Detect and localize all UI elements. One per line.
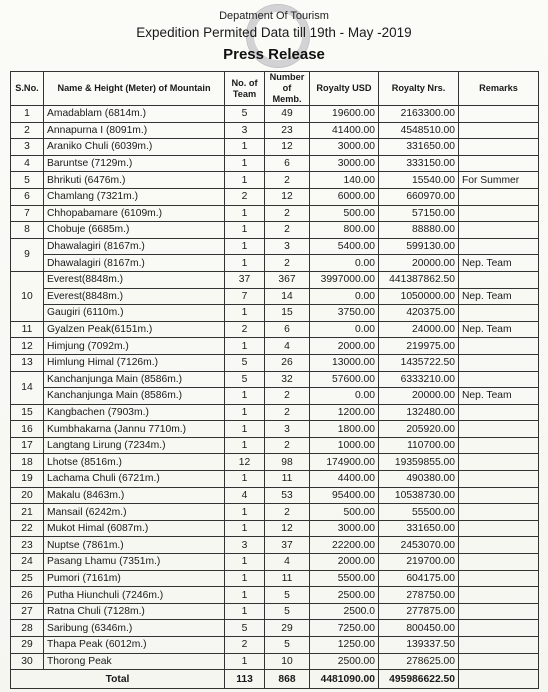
cell-sno: 24	[11, 554, 44, 571]
cell-royalty-nrs: 420375.00	[379, 305, 459, 322]
cell-mountain: Langtang Lirung (7234m.)	[44, 437, 225, 454]
cell-royalty-nrs: 20000.00	[379, 388, 459, 405]
cell-sno: 2	[11, 122, 44, 139]
cell-members: 2	[265, 388, 310, 405]
cell-teams: 2	[225, 321, 265, 338]
cell-royalty-usd: 0.00	[310, 255, 379, 272]
cell-teams: 1	[225, 172, 265, 189]
cell-royalty-usd: 3000.00	[310, 139, 379, 156]
col-header-nrs: Royalty Nrs.	[379, 72, 459, 106]
cell-royalty-usd: 2500.0	[310, 603, 379, 620]
cell-members: 98	[265, 454, 310, 471]
cell-mountain: Thorong Peak	[44, 653, 225, 670]
cell-mountain: Pasang Lhamu (7351m.)	[44, 554, 225, 571]
cell-royalty-usd: 0.00	[310, 288, 379, 305]
cell-members: 2	[265, 404, 310, 421]
cell-royalty-usd: 5500.00	[310, 570, 379, 587]
cell-members: 12	[265, 139, 310, 156]
cell-teams: 1	[225, 504, 265, 521]
cell-royalty-usd: 2000.00	[310, 338, 379, 355]
cell-mountain: Makalu (8463m.)	[44, 487, 225, 504]
cell-sno: 29	[11, 637, 44, 654]
cell-remarks	[459, 570, 539, 587]
cell-teams: 37	[225, 271, 265, 288]
cell-mountain: Annapurna I (8091m.)	[44, 122, 225, 139]
table-row	[11, 587, 539, 604]
cell-members: 5	[265, 637, 310, 654]
cell-royalty-usd: 19600.00	[310, 106, 379, 123]
cell-mountain: Araniko Chuli (6039m.)	[44, 139, 225, 156]
cell-remarks	[459, 471, 539, 488]
table-row	[11, 222, 539, 239]
cell-royalty-nrs: 490380.00	[379, 471, 459, 488]
cell-royalty-nrs: 10538730.00	[379, 487, 459, 504]
cell-mountain: Thapa Peak (6012m.)	[44, 637, 225, 654]
cell-royalty-nrs: 55500.00	[379, 504, 459, 521]
cell-members: 3	[265, 421, 310, 438]
cell-remarks	[459, 653, 539, 670]
cell-remarks	[459, 404, 539, 421]
cell-remarks	[459, 122, 539, 139]
cell-royalty-usd: 3997000.00	[310, 271, 379, 288]
cell-teams: 2	[225, 188, 265, 205]
cell-remarks: Nep. Team	[459, 321, 539, 338]
cell-royalty-usd: 3000.00	[310, 520, 379, 537]
cell-teams: 1	[225, 305, 265, 322]
cell-mountain: Kumbhakarna (Jannu 7710m.)	[44, 421, 225, 438]
table-row	[11, 139, 539, 156]
cell-members: 4	[265, 338, 310, 355]
cell-royalty-usd: 4400.00	[310, 471, 379, 488]
cell-royalty-nrs: 110700.00	[379, 437, 459, 454]
cell-teams: 1	[225, 437, 265, 454]
table-row	[11, 637, 539, 654]
cell-members: 6	[265, 155, 310, 172]
cell-remarks	[459, 338, 539, 355]
cell-royalty-nrs: 139337.50	[379, 637, 459, 654]
cell-remarks	[459, 155, 539, 172]
table-row	[11, 305, 539, 322]
table-row	[11, 288, 539, 305]
cell-teams: 1	[225, 554, 265, 571]
cell-members: 2	[265, 205, 310, 222]
cell-royalty-usd: 3750.00	[310, 305, 379, 322]
table-row	[11, 454, 539, 471]
cell-sno: 23	[11, 537, 44, 554]
cell-sno: 10	[11, 271, 44, 321]
cell-sno: 25	[11, 570, 44, 587]
cell-sno: 7	[11, 205, 44, 222]
cell-teams: 1	[225, 388, 265, 405]
table-row	[11, 487, 539, 504]
cell-remarks	[459, 520, 539, 537]
cell-royalty-nrs: 132480.00	[379, 404, 459, 421]
table-row	[11, 371, 539, 388]
table-row	[11, 504, 539, 521]
table-row	[11, 205, 539, 222]
col-header-sno: S.No.	[11, 72, 44, 106]
cell-royalty-usd: 1200.00	[310, 404, 379, 421]
cell-mountain: Himjung (7092m.)	[44, 338, 225, 355]
cell-members: 11	[265, 471, 310, 488]
cell-mountain: Putha Hiunchuli (7246m.)	[44, 587, 225, 604]
cell-members: 367	[265, 271, 310, 288]
cell-royalty-nrs: 219700.00	[379, 554, 459, 571]
cell-mountain: Chamlang (7321m.)	[44, 188, 225, 205]
cell-royalty-nrs: 1435722.50	[379, 354, 459, 371]
cell-mountain: Kanchanjunga Main (8586m.)	[44, 371, 225, 388]
cell-remarks	[459, 637, 539, 654]
cell-remarks: Nep. Team	[459, 288, 539, 305]
cell-teams: 1	[225, 603, 265, 620]
cell-royalty-nrs: 800450.00	[379, 620, 459, 637]
cell-members: 2	[265, 172, 310, 189]
cell-sno: 16	[11, 421, 44, 438]
cell-remarks	[459, 139, 539, 156]
cell-members: 2	[265, 437, 310, 454]
cell-teams: 7	[225, 288, 265, 305]
cell-remarks: Nep. Team	[459, 388, 539, 405]
cell-remarks	[459, 603, 539, 620]
cell-royalty-nrs: 278625.00	[379, 653, 459, 670]
cell-royalty-nrs: 278750.00	[379, 587, 459, 604]
cell-mountain: Mansail (6242m.)	[44, 504, 225, 521]
cell-remarks	[459, 554, 539, 571]
table-row	[11, 537, 539, 554]
col-header-remarks: Remarks	[459, 72, 539, 106]
cell-royalty-nrs: 57150.00	[379, 205, 459, 222]
cell-mountain: Everest(8848m.)	[44, 271, 225, 288]
table-row	[11, 653, 539, 670]
table-row	[11, 338, 539, 355]
cell-teams: 3	[225, 537, 265, 554]
cell-remarks	[459, 305, 539, 322]
cell-royalty-usd: 7250.00	[310, 620, 379, 637]
cell-members: 5	[265, 603, 310, 620]
col-header-teams: No. of Team	[225, 72, 265, 106]
cell-teams: 1	[225, 570, 265, 587]
cell-members: 14	[265, 288, 310, 305]
table-row	[11, 554, 539, 571]
cell-sno: 30	[11, 653, 44, 670]
cell-remarks	[459, 421, 539, 438]
cell-royalty-nrs: 19359855.00	[379, 454, 459, 471]
cell-members: 10	[265, 653, 310, 670]
cell-mountain: Lhotse (8516m.)	[44, 454, 225, 471]
cell-remarks	[459, 437, 539, 454]
cell-members: 11	[265, 570, 310, 587]
cell-mountain: Ratna Chuli (7128m.)	[44, 603, 225, 620]
table-row	[11, 437, 539, 454]
cell-sno: 26	[11, 587, 44, 604]
cell-sno: 27	[11, 603, 44, 620]
cell-teams: 1	[225, 238, 265, 255]
cell-teams: 12	[225, 454, 265, 471]
table-row	[11, 188, 539, 205]
cell-royalty-nrs: 277875.00	[379, 603, 459, 620]
department-name: Depatment Of Tourism	[219, 10, 329, 22]
cell-teams: 1	[225, 471, 265, 488]
cell-royalty-usd: 0.00	[310, 321, 379, 338]
cell-royalty-usd: 41400.00	[310, 122, 379, 139]
cell-royalty-nrs: 15540.00	[379, 172, 459, 189]
cell-sno: 19	[11, 471, 44, 488]
cell-royalty-nrs: 2163300.00	[379, 106, 459, 123]
cell-sno: 21	[11, 504, 44, 521]
cell-remarks: Nep. Team	[459, 255, 539, 272]
cell-mountain: Dhawalagiri (8167m.)	[44, 255, 225, 272]
cell-members: 37	[265, 537, 310, 554]
cell-teams: 5	[225, 371, 265, 388]
table-row	[11, 603, 539, 620]
cell-royalty-usd: 95400.00	[310, 487, 379, 504]
total-teams: 113	[225, 670, 265, 689]
cell-royalty-nrs: 6333210.00	[379, 371, 459, 388]
col-header-mountain: Name & Height (Meter) of Mountain	[44, 72, 225, 106]
cell-mountain: Himlung Himal (7126m.)	[44, 354, 225, 371]
cell-sno: 17	[11, 437, 44, 454]
cell-sno: 6	[11, 188, 44, 205]
table-row	[11, 388, 539, 405]
table-row	[11, 106, 539, 123]
total-label: Total	[11, 670, 225, 689]
cell-mountain: Baruntse (7129m.)	[44, 155, 225, 172]
cell-royalty-nrs: 604175.00	[379, 570, 459, 587]
cell-members: 15	[265, 305, 310, 322]
cell-members: 53	[265, 487, 310, 504]
cell-members: 26	[265, 354, 310, 371]
cell-sno: 12	[11, 338, 44, 355]
cell-teams: 5	[225, 620, 265, 637]
cell-remarks	[459, 371, 539, 388]
cell-teams: 1	[225, 587, 265, 604]
cell-royalty-usd: 500.00	[310, 504, 379, 521]
table-row	[11, 570, 539, 587]
cell-royalty-usd: 1800.00	[310, 421, 379, 438]
cell-teams: 1	[225, 222, 265, 239]
cell-royalty-usd: 800.00	[310, 222, 379, 239]
cell-members: 4	[265, 554, 310, 571]
cell-royalty-usd: 0.00	[310, 388, 379, 405]
table-row	[11, 421, 539, 438]
cell-royalty-nrs: 1050000.00	[379, 288, 459, 305]
cell-members: 5	[265, 587, 310, 604]
cell-royalty-usd: 140.00	[310, 172, 379, 189]
cell-members: 2	[265, 504, 310, 521]
cell-royalty-usd: 2500.00	[310, 653, 379, 670]
cell-members: 2	[265, 255, 310, 272]
cell-mountain: Dhawalagiri (8167m.)	[44, 238, 225, 255]
cell-remarks	[459, 106, 539, 123]
cell-remarks	[459, 620, 539, 637]
cell-teams: 4	[225, 487, 265, 504]
cell-mountain: Chhopabamare (6109m.)	[44, 205, 225, 222]
cell-sno: 18	[11, 454, 44, 471]
cell-mountain: Bhrikuti (6476m.)	[44, 172, 225, 189]
table-row	[11, 271, 539, 288]
cell-royalty-nrs: 4548510.00	[379, 122, 459, 139]
cell-royalty-usd: 13000.00	[310, 354, 379, 371]
cell-teams: 1	[225, 139, 265, 156]
total-row	[11, 670, 539, 689]
cell-remarks	[459, 222, 539, 239]
cell-remarks	[459, 587, 539, 604]
cell-sno: 22	[11, 520, 44, 537]
cell-remarks	[459, 454, 539, 471]
cell-royalty-usd: 3000.00	[310, 155, 379, 172]
cell-teams: 1	[225, 155, 265, 172]
cell-remarks: For Summer	[459, 172, 539, 189]
cell-royalty-nrs: 88880.00	[379, 222, 459, 239]
cell-mountain: Saribung (6346m.)	[44, 620, 225, 637]
cell-members: 6	[265, 321, 310, 338]
cell-mountain: Nuptse (7861m.)	[44, 537, 225, 554]
cell-sno: 15	[11, 404, 44, 421]
cell-mountain: Gyalzen Peak(6151m.)	[44, 321, 225, 338]
cell-remarks	[459, 238, 539, 255]
cell-royalty-nrs: 219975.00	[379, 338, 459, 355]
cell-members: 49	[265, 106, 310, 123]
cell-members: 12	[265, 188, 310, 205]
cell-royalty-nrs: 660970.00	[379, 188, 459, 205]
cell-royalty-nrs: 331650.00	[379, 520, 459, 537]
total-members: 868	[265, 670, 310, 689]
total-remarks	[459, 670, 539, 689]
cell-royalty-usd: 2500.00	[310, 587, 379, 604]
cell-remarks	[459, 354, 539, 371]
cell-members: 32	[265, 371, 310, 388]
cell-teams: 1	[225, 520, 265, 537]
cell-mountain: Lachama Chuli (6721m.)	[44, 471, 225, 488]
cell-mountain: Kanchanjunga Main (8586m.)	[44, 388, 225, 405]
cell-members: 23	[265, 122, 310, 139]
table-row	[11, 520, 539, 537]
cell-teams: 5	[225, 106, 265, 123]
table-row	[11, 155, 539, 172]
cell-teams: 3	[225, 122, 265, 139]
cell-sno: 11	[11, 321, 44, 338]
table-row	[11, 172, 539, 189]
cell-mountain: Chobuje (6685m.)	[44, 222, 225, 239]
cell-members: 29	[265, 620, 310, 637]
cell-remarks	[459, 271, 539, 288]
cell-royalty-nrs: 333150.00	[379, 155, 459, 172]
cell-sno: 20	[11, 487, 44, 504]
cell-members: 12	[265, 520, 310, 537]
cell-royalty-nrs: 441387862.50	[379, 271, 459, 288]
cell-sno: 8	[11, 222, 44, 239]
cell-teams: 1	[225, 338, 265, 355]
cell-mountain: Kangbachen (7903m.)	[44, 404, 225, 421]
cell-sno: 4	[11, 155, 44, 172]
document-title: Expedition Permited Data till 19th - May -2019	[136, 25, 412, 40]
cell-teams: 1	[225, 205, 265, 222]
cell-members: 2	[265, 222, 310, 239]
cell-royalty-usd: 2000.00	[310, 554, 379, 571]
cell-remarks	[459, 487, 539, 504]
cell-teams: 5	[225, 354, 265, 371]
cell-royalty-nrs: 20000.00	[379, 255, 459, 272]
cell-royalty-usd: 174900.00	[310, 454, 379, 471]
cell-remarks	[459, 504, 539, 521]
total-nrs: 495986622.50	[379, 670, 459, 689]
total-usd: 4481090.00	[310, 670, 379, 689]
cell-sno: 3	[11, 139, 44, 156]
cell-teams: 1	[225, 255, 265, 272]
cell-teams: 1	[225, 653, 265, 670]
cell-royalty-usd: 1250.00	[310, 637, 379, 654]
table-row	[11, 620, 539, 637]
cell-teams: 1	[225, 421, 265, 438]
col-header-members: Number of Memb.	[265, 72, 310, 106]
table-row	[11, 255, 539, 272]
cell-mountain: Amadablam (6814m.)	[44, 106, 225, 123]
cell-royalty-nrs: 2453070.00	[379, 537, 459, 554]
cell-royalty-usd: 6000.00	[310, 188, 379, 205]
table-row	[11, 122, 539, 139]
col-header-usd: Royalty USD	[310, 72, 379, 106]
cell-royalty-usd: 1000.00	[310, 437, 379, 454]
table-row	[11, 321, 539, 338]
cell-royalty-usd: 57600.00	[310, 371, 379, 388]
cell-royalty-nrs: 599130.00	[379, 238, 459, 255]
cell-sno: 13	[11, 354, 44, 371]
cell-mountain: Mukot Himal (6087m.)	[44, 520, 225, 537]
cell-teams: 2	[225, 637, 265, 654]
table-row	[11, 238, 539, 255]
cell-teams: 1	[225, 404, 265, 421]
table-row	[11, 404, 539, 421]
cell-mountain: Everest(8848m.)	[44, 288, 225, 305]
cell-royalty-nrs: 331650.00	[379, 139, 459, 156]
cell-members: 3	[265, 238, 310, 255]
table-header-row	[11, 72, 539, 106]
cell-sno: 9	[11, 238, 44, 271]
table-row	[11, 354, 539, 371]
cell-remarks	[459, 188, 539, 205]
cell-sno: 28	[11, 620, 44, 637]
cell-remarks	[459, 205, 539, 222]
cell-mountain: Gaugiri (6110m.)	[44, 305, 225, 322]
document-subtitle: Press Release	[223, 46, 325, 63]
cell-mountain: Pumori (7161m)	[44, 570, 225, 587]
cell-sno: 5	[11, 172, 44, 189]
cell-royalty-usd: 500.00	[310, 205, 379, 222]
expedition-table	[10, 71, 539, 689]
cell-sno: 14	[11, 371, 44, 404]
cell-royalty-nrs: 24000.00	[379, 321, 459, 338]
cell-royalty-usd: 22200.00	[310, 537, 379, 554]
cell-royalty-usd: 5400.00	[310, 238, 379, 255]
cell-remarks	[459, 537, 539, 554]
table-row	[11, 471, 539, 488]
cell-royalty-nrs: 205920.00	[379, 421, 459, 438]
cell-sno: 1	[11, 106, 44, 123]
